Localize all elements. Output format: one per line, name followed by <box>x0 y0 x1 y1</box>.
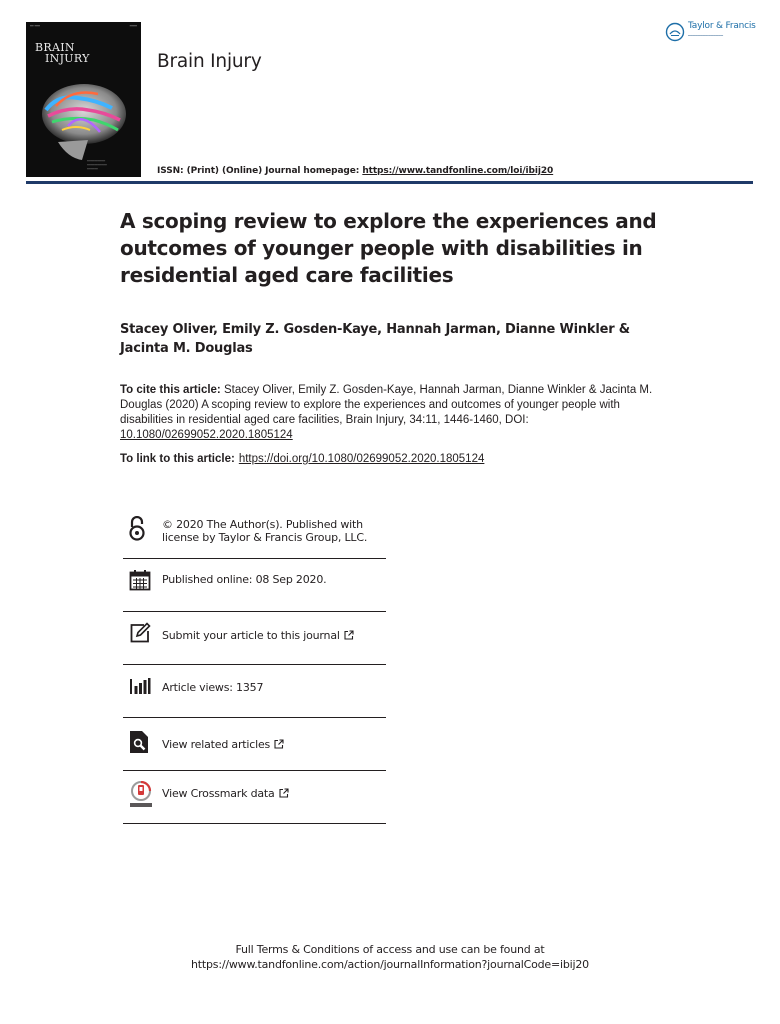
edit-document-icon <box>129 622 151 644</box>
open-access-icon <box>129 516 145 542</box>
published-row <box>123 559 386 612</box>
views-row <box>123 665 386 718</box>
related-text: View related articles <box>162 738 271 751</box>
cover-title <box>35 42 115 64</box>
journal-name: Brain Injury <box>157 51 262 72</box>
journal-cover-image <box>26 22 141 177</box>
brain-scan-icon <box>38 80 130 162</box>
views-text: Article views: 1357 <box>162 681 264 694</box>
crossmark-icon <box>129 781 153 809</box>
external-link-icon <box>344 630 354 640</box>
article-info-list <box>123 508 386 824</box>
footer-line1: Full Terms & Conditions of access and use can be found at <box>235 943 545 956</box>
license-row <box>123 508 386 559</box>
cover-title-line2: INJURY <box>45 52 90 65</box>
related-row[interactable] <box>123 718 386 771</box>
calendar-icon <box>129 569 151 591</box>
crossmark-row[interactable] <box>123 771 386 824</box>
terms-footer <box>0 942 780 972</box>
article-link-line <box>120 453 484 465</box>
submit-row[interactable] <box>123 612 386 665</box>
cite-text: Stacey Oliver, Emily Z. Gosden-Kaye, Hannah Jarman, Dianne Winkler & Jacinta M. Douglas (2020) A scoping review to explore the experiences and outcomes of younger people with disabilities in residential aged care facilities, Brain Injury, 34:11, 1446-1460, DOI: <box>120 384 653 426</box>
footer-terms-link[interactable]: https://www.tandfonline.com/action/journalInformation?journalCode=ibij20 <box>191 958 589 971</box>
link-label: To link to this article: <box>120 453 235 465</box>
search-document-icon <box>129 730 149 754</box>
crossmark-link[interactable] <box>162 787 289 800</box>
publisher-logo[interactable] <box>665 22 756 42</box>
issn-label: ISSN: (Print) (Online) Journal homepage: <box>157 166 363 176</box>
cover-top-strip: ━━ ━━━ ━━━━ <box>30 24 137 28</box>
cover-footer-strip: ━━━━━━━━━━ ━━━━━━━━━━━ ━━━━━━ <box>87 159 107 171</box>
journal-homepage-link[interactable]: https://www.tandfonline.com/loi/ibij20 <box>362 166 554 176</box>
publisher-name: Taylor & Francis <box>688 21 756 31</box>
cite-label: To cite this article: <box>120 384 221 396</box>
related-link[interactable] <box>162 738 284 751</box>
cover-title-line1: BRAIN <box>35 41 75 54</box>
license-text: © 2020 The Author(s). Published with license by Taylor & Francis Group, LLC. <box>162 518 368 544</box>
header-divider <box>26 181 753 184</box>
external-link-icon <box>279 788 289 798</box>
submit-text: Submit your article to this journal <box>162 629 340 642</box>
cite-doi-link[interactable]: 10.1080/02699052.2020.1805124 <box>120 429 293 441</box>
article-title: A scoping review to explore the experiences and outcomes of younger people with disabilities in residential aged care facilities <box>120 209 657 287</box>
taylor-francis-emblem-icon <box>665 22 685 42</box>
article-authors: Stacey Oliver, Emily Z. Gosden-Kaye, Hannah Jarman, Dianne Winkler & Jacinta M. Douglas <box>120 322 630 356</box>
published-text: Published online: 08 Sep 2020. <box>162 573 327 586</box>
citation-block <box>120 383 660 443</box>
publisher-subline: ━━━━━━━━━━━━━━ <box>688 33 724 38</box>
crossmark-text: View Crossmark data <box>162 787 275 800</box>
bar-chart-icon <box>129 677 151 695</box>
submit-link[interactable] <box>162 629 354 642</box>
issn-line <box>157 166 553 176</box>
article-doi-link[interactable]: https://doi.org/10.1080/02699052.2020.1805124 <box>238 453 485 465</box>
external-link-icon <box>274 739 284 749</box>
